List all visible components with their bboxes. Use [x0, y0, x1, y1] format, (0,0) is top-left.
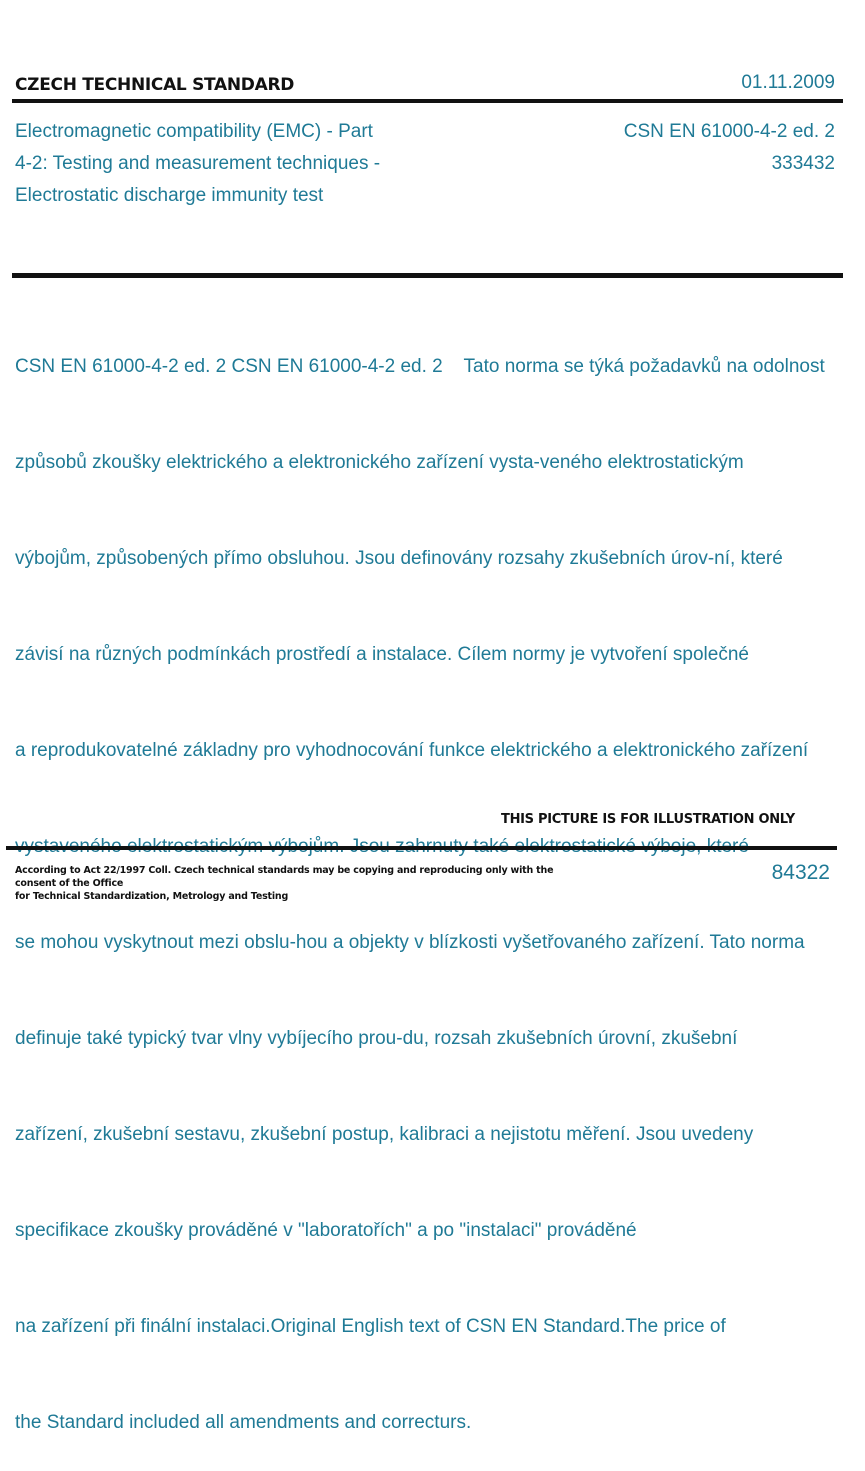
abstract-line: CSN EN 61000-4-2 ed. 2 CSN EN 61000-4-2 ed. 2 Tato norma se týká požadavků na odolnost: [15, 356, 825, 377]
standard-identifier: [624, 116, 835, 180]
copyright-line: for Technical Standardization, Metrology and Testing: [15, 891, 289, 902]
illustration-disclaimer: THIS PICTURE IS FOR ILLUSTRATION ONLY: [501, 812, 795, 827]
title-line: Electrostatic discharge immunity test: [15, 185, 324, 206]
product-code: 84322: [771, 861, 830, 884]
standard-title: [15, 116, 445, 212]
section-divider: [12, 273, 843, 278]
copyright-line: According to Act 22/1997 Coll. Czech technical standards may be copying and reproducing only with the consent of the Office: [15, 865, 554, 889]
catalog-number: 333432: [771, 153, 835, 174]
publication-date: 01.11.2009: [741, 72, 835, 93]
footer-divider: [6, 846, 837, 850]
title-line: Electromagnetic compatibility (EMC) - Part: [15, 121, 373, 142]
abstract-line: specifikace zkoušky prováděné v "laboratořích" a po "instalaci" prováděné: [15, 1220, 637, 1241]
standard-number: CSN EN 61000-4-2 ed. 2: [623, 121, 835, 142]
document-type-label: CZECH TECHNICAL STANDARD: [15, 75, 295, 95]
abstract-line: se mohou vyskytnout mezi obslu-hou a objekty v blízkosti vyšetřovaného zařízení. Tato norma: [15, 932, 805, 953]
abstract-line: výbojům, způsobených přímo obsluhou. Jsou definovány rozsahy zkušebních úrov-ní, které: [15, 548, 783, 569]
abstract-line: závisí na různých podmínkách prostředí a instalace. Cílem normy je vytvoření společné: [15, 644, 749, 665]
abstract-line: the Standard included all amendments and correcturs.: [15, 1412, 472, 1433]
abstract-line: a reprodukovatelné základny pro vyhodnocování funkce elektrického a elektronického zařízení: [15, 740, 809, 761]
copyright-notice: [15, 864, 585, 903]
abstract-line: definuje také typický tvar vlny vybíjecího prou-du, rozsah zkušebních úrovní, zkušební: [15, 1028, 738, 1049]
title-line: 4-2: Testing and measurement techniques -: [15, 153, 381, 174]
abstract-line: na zařízení při finální instalaci.Original English text of CSN EN Standard.The price of: [15, 1316, 726, 1337]
abstract-line: způsobů zkoušky elektrického a elektronického zařízení vysta-veného elektrostatickým: [15, 452, 744, 473]
abstract-line: zařízení, zkušební sestavu, zkušební postup, kalibraci a nejistotu měření. Jsou uvedeny: [15, 1124, 754, 1145]
header-divider: [12, 99, 843, 103]
